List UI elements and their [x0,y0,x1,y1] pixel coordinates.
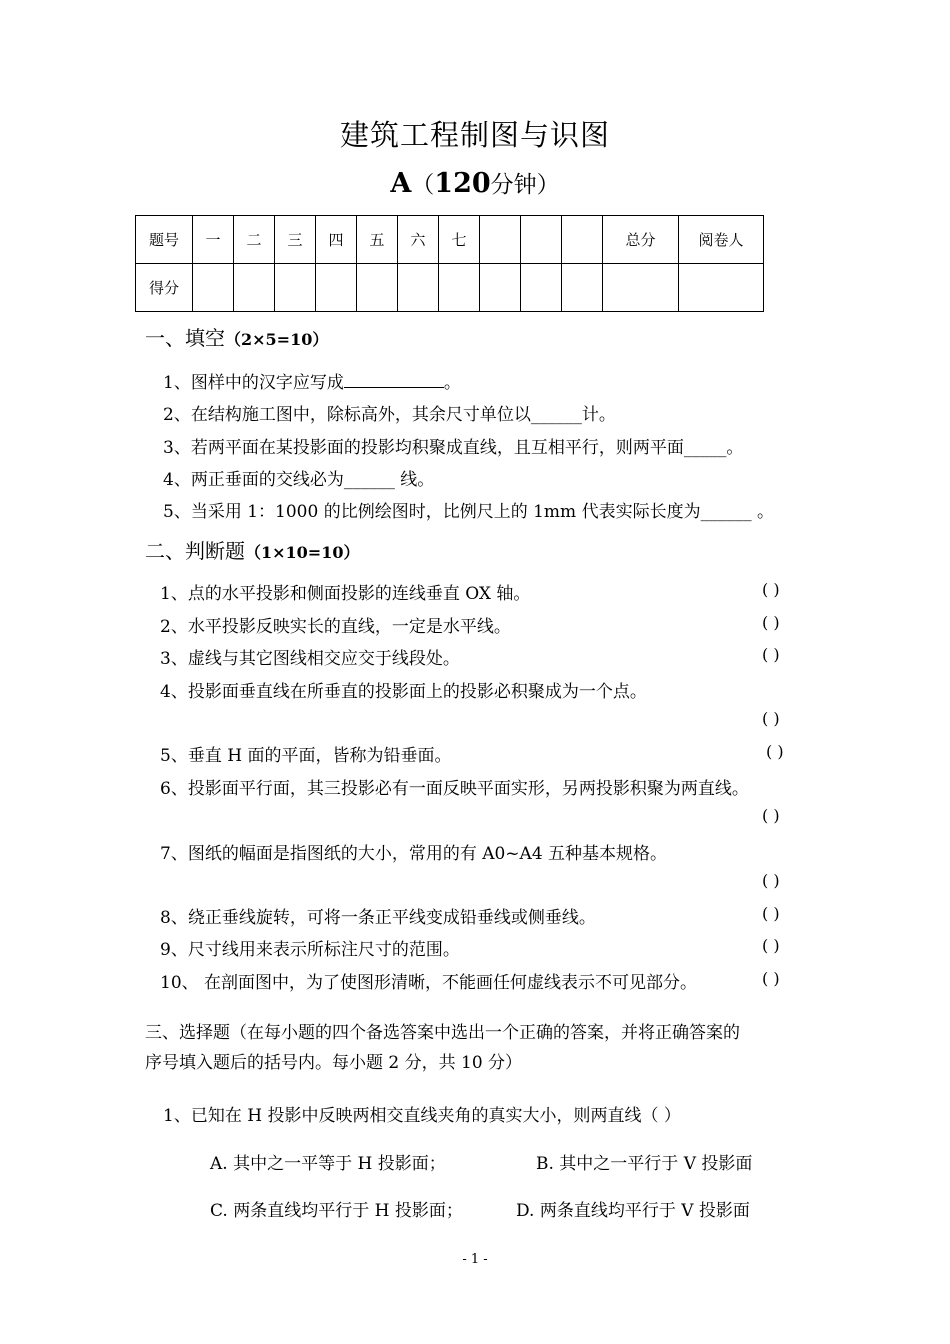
score-cell: 五 [357,216,398,264]
fill-question-3: 3、若两平面在某投影面的投影均积聚成直线，且互相平行，则两平面_____。 [163,438,744,458]
fill-question-4: 4、两正垂面的交线必为______ 线。 [163,470,435,490]
score-cell [521,216,562,264]
fill-question-5: 5、当采用 1：1000 的比例绘图时，比例尺上的 1mm 代表实际长度为______ 。 [163,502,774,522]
page-title: 建筑工程制图与识图 [339,118,610,152]
score-input-cell[interactable] [480,264,521,312]
answer-paren[interactable]: ( ) [762,904,780,923]
answer-paren[interactable]: ( ) [762,871,780,890]
score-cell: 三 [275,216,316,264]
score-label-cell: 得分 [136,264,193,312]
fill-question-1-text: 1、图样中的汉字应写成 [163,373,344,393]
answer-paren[interactable]: ( ) [762,936,780,955]
score-table [135,215,764,312]
fill-question-1 [163,368,461,393]
choice-option-b[interactable]: B. 其中之一平行于 V 投影面 [536,1154,753,1174]
score-input-cell[interactable] [603,264,679,312]
section2-points: （1×10=10） [245,543,360,562]
section1-title: 一、填空 [145,326,225,350]
score-cell: 七 [439,216,480,264]
score-input-cell[interactable] [316,264,357,312]
score-input-cell[interactable] [357,264,398,312]
duration-unit: 分钟） [490,172,560,198]
page-number: - 1 - [462,1252,488,1267]
score-cell: 二 [234,216,275,264]
score-input-cell[interactable] [439,264,480,312]
exam-subtitle [0,166,950,199]
answer-paren[interactable]: ( ) [762,969,780,988]
score-input-cell[interactable] [562,264,603,312]
section3-instructions-line2: 序号填入题后的括号内。每小题 2 分，共 10 分） [145,1053,523,1073]
answer-paren[interactable]: ( ) [762,645,780,664]
answer-paren[interactable]: ( ) [762,806,780,825]
answer-paren[interactable]: ( ) [762,580,780,599]
judge-item: 9、尺寸线用来表示所标注尺寸的范围。 [160,940,460,960]
judge-item: 10、 在剖面图中，为了使图形清晰，不能画任何虚线表示不可见部分。 [160,973,698,993]
judge-item: 8、绕正垂线旋转，可将一条正平线变成铅垂线或侧垂线。 [160,908,596,928]
section1-heading [145,322,328,351]
fill-question-1-end: 。 [443,373,461,393]
choice-option-d[interactable]: D. 两条直线均平行于 V 投影面 [516,1201,750,1221]
choice-question-1: 1、已知在 H 投影中反映两相交直线夹角的真实大小，则两直线（ ） [163,1106,681,1126]
judge-item: 5、垂直 H 面的平面，皆称为铅垂面。 [160,746,452,766]
score-cell: 阅卷人 [679,216,764,264]
score-table-score-row [136,264,764,312]
score-table-header-row [136,216,764,264]
score-input-cell[interactable] [234,264,275,312]
subtitle-open: （ [411,172,435,198]
score-input-cell[interactable] [398,264,439,312]
score-cell [562,216,603,264]
score-cell: 四 [316,216,357,264]
answer-blank[interactable] [344,371,444,388]
answer-paren[interactable]: ( ) [766,742,784,761]
section2-heading [145,535,359,564]
choice-option-a[interactable]: A. 其中之一平等于 H 投影面； [210,1154,446,1174]
score-input-cell[interactable] [193,264,234,312]
judge-item: 6、投影面平行面，其三投影必有一面反映平面实形，另两投影积聚为两直线。 [160,779,749,799]
answer-paren[interactable]: ( ) [762,709,780,728]
paper-letter: A [390,168,412,199]
judge-item: 3、虚线与其它图线相交应交于线段处。 [160,649,460,669]
score-cell: 一 [193,216,234,264]
score-input-cell[interactable] [679,264,764,312]
judge-item: 4、投影面垂直线在所垂直的投影面上的投影必积聚成为一个点。 [160,682,647,702]
judge-item: 7、图纸的幅面是指图纸的大小，常用的有 A0~A4 五种基本规格。 [160,844,668,864]
judge-item: 1、点的水平投影和侧面投影的连线垂直 OX 轴。 [160,584,531,604]
exam-duration: 120 [434,168,491,199]
score-cell: 题号 [136,216,193,264]
score-cell: 总分 [603,216,679,264]
section3-instructions-line1: 三、选择题（在每小题的四个备选答案中选出一个正确的答案，并将正确答案的 [145,1023,740,1043]
section2-title: 二、判断题 [145,539,245,563]
choice-option-c[interactable]: C. 两条直线均平行于 H 投影面； [210,1201,463,1221]
score-cell: 六 [398,216,439,264]
judge-item: 2、水平投影反映实长的直线，一定是水平线。 [160,617,511,637]
score-input-cell[interactable] [521,264,562,312]
answer-paren[interactable]: ( ) [762,613,780,632]
score-cell [480,216,521,264]
score-input-cell[interactable] [275,264,316,312]
fill-question-2: 2、在结构施工图中，除标高外，其余尺寸单位以______计。 [163,405,616,425]
section1-points: （2×5=10） [225,330,329,349]
